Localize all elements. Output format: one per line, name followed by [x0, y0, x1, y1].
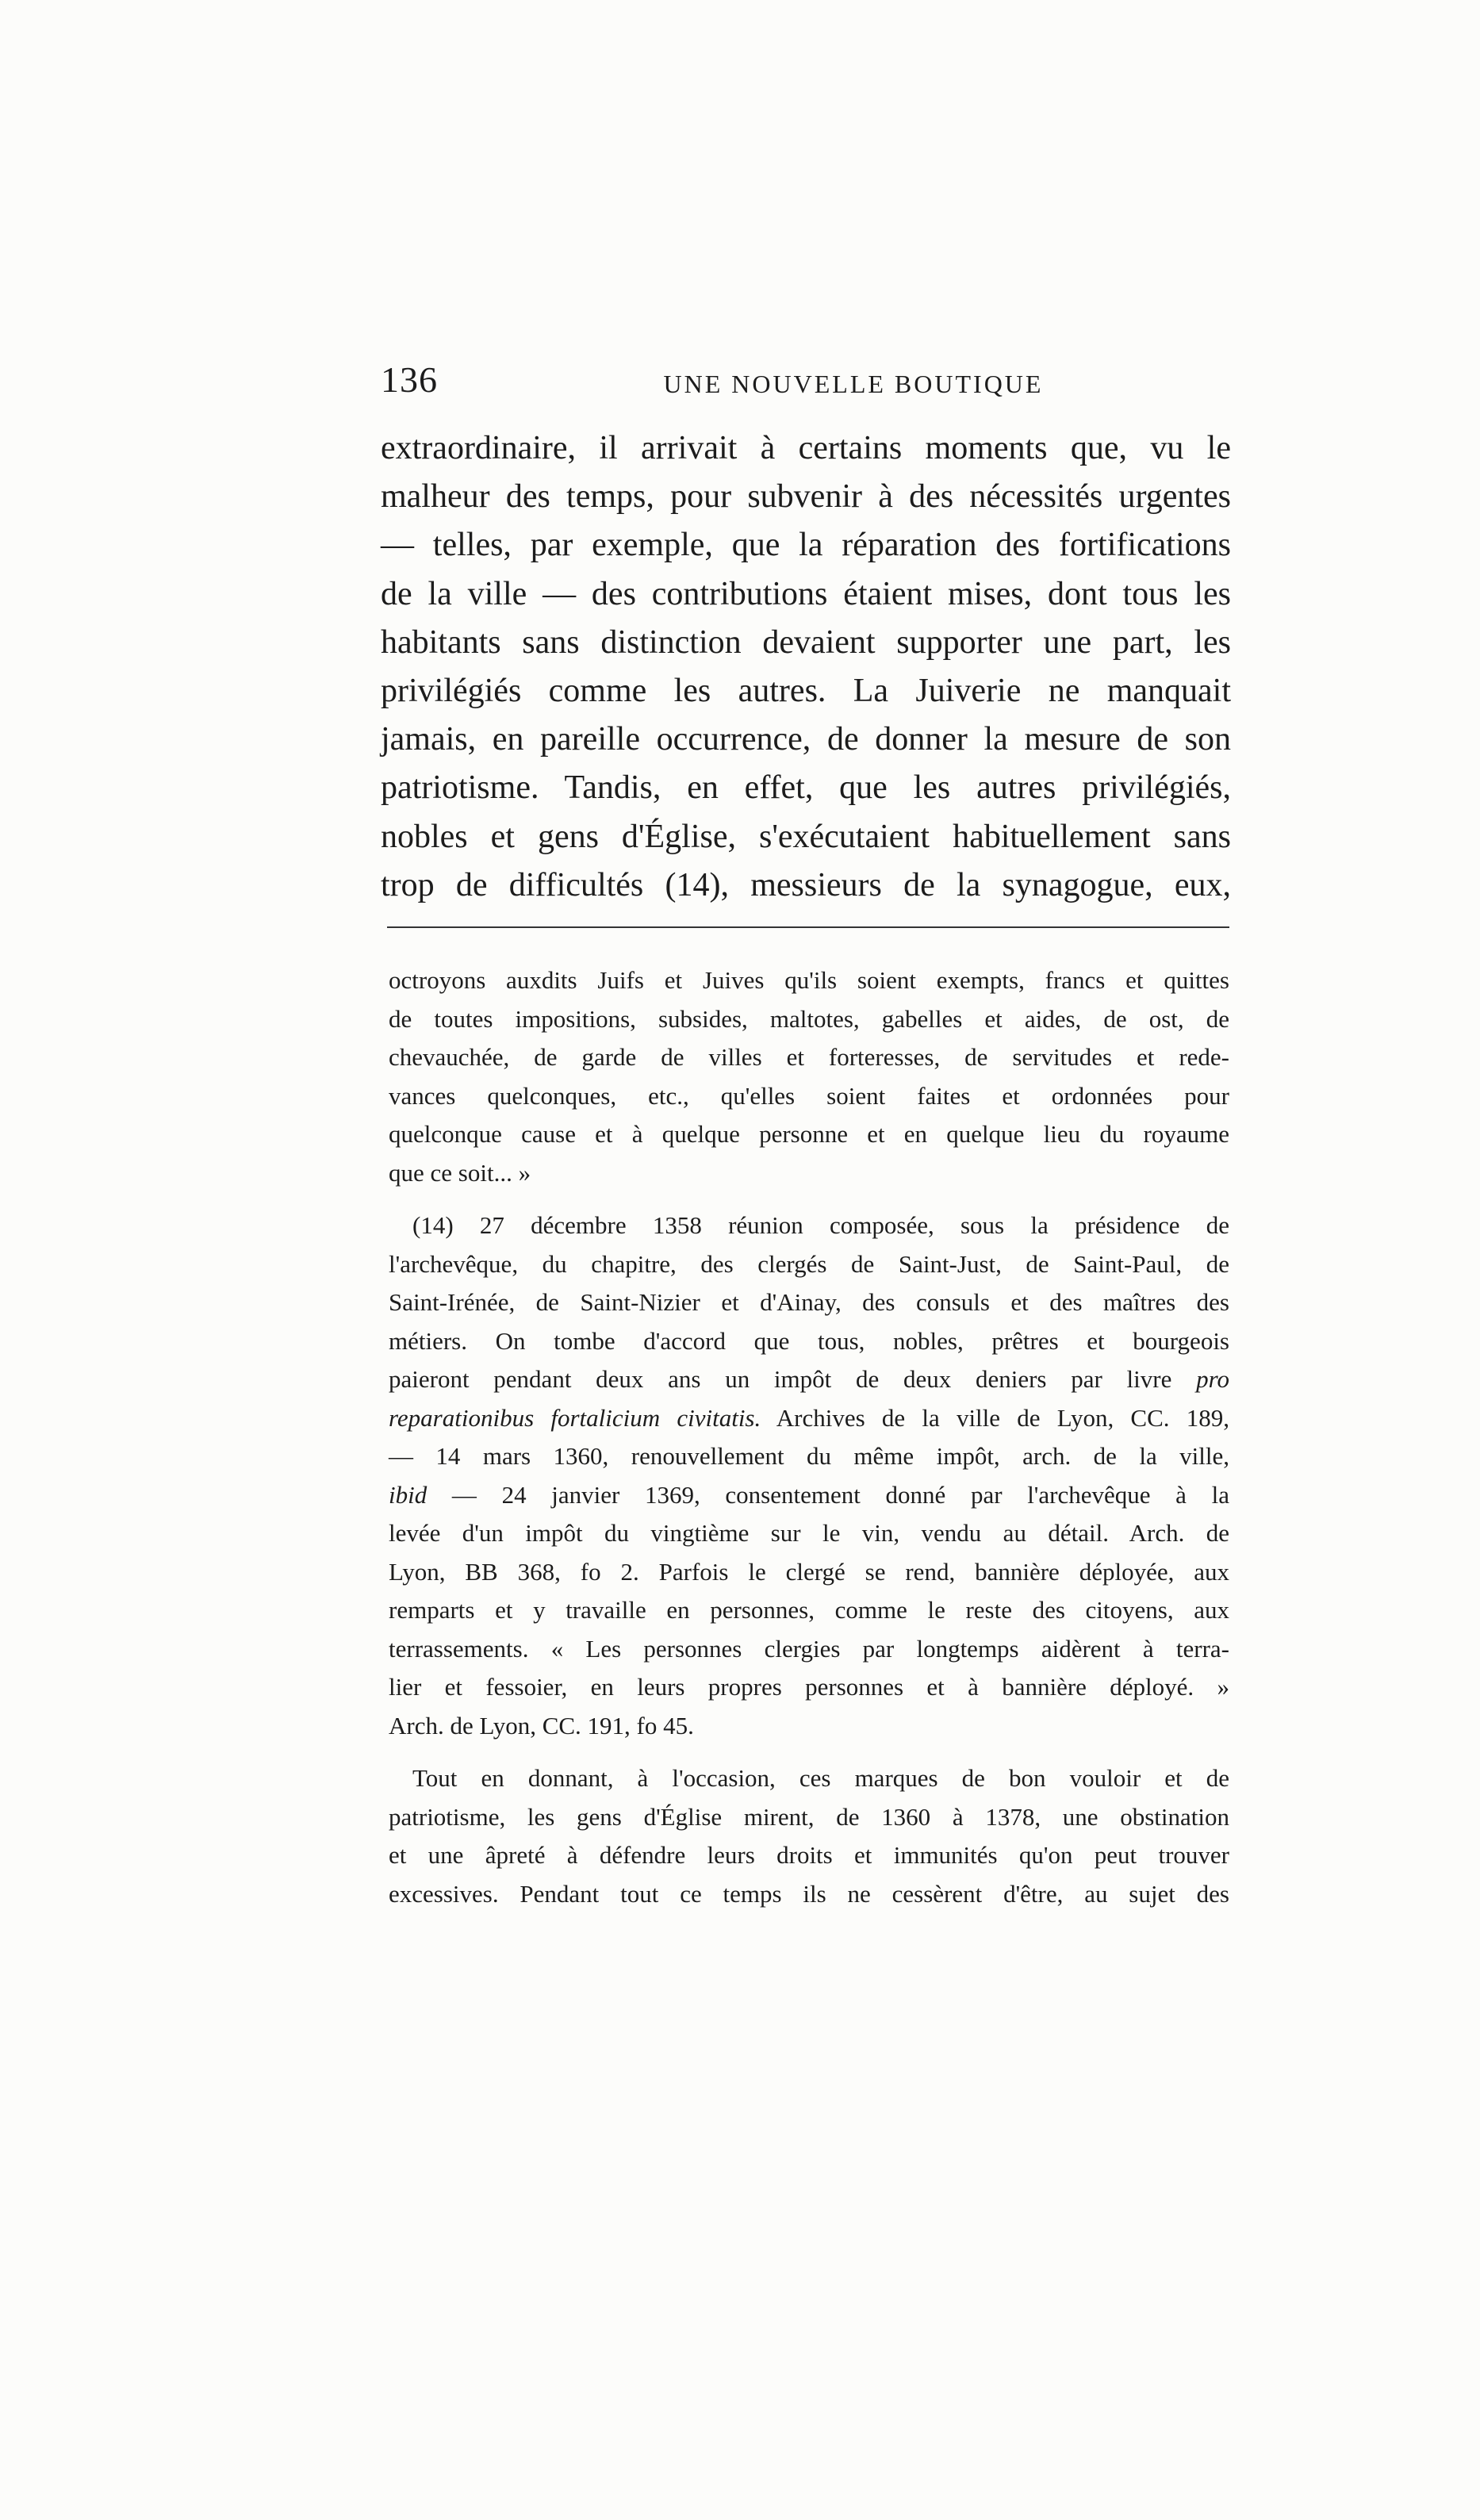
footnote-line: métiers. On tombe d'accord que tous, nobles, prêtres et bourgeois	[389, 1326, 1229, 1355]
footnote-line: lier et fessoier, en leurs propres personnes et à bannière déployé. »	[389, 1673, 1229, 1701]
footnote-line	[389, 1476, 1229, 1515]
main-text-line: de la ville — des contributions étaient mises, dont tous les	[381, 575, 1231, 612]
footnotes-block	[389, 961, 1229, 1913]
main-text-line: trop de difficultés (14), messieurs de la synagogue, eux,	[381, 866, 1231, 903]
footnote-line: quelconque cause et à quelque personne et en quelque lieu du royaume	[389, 1120, 1229, 1148]
footnote-line	[389, 1399, 1229, 1438]
main-text-line: jamais, en pareille occurrence, de donner la mesure de son	[381, 721, 1231, 758]
footnote-line-text: — 24 janvier 1369, consentement donné par l'archevêque à la	[451, 1480, 1229, 1509]
footnote-continuation	[389, 961, 1229, 1192]
footnote-line: que ce soit... »	[389, 1158, 531, 1187]
page-number: 136	[381, 359, 438, 400]
footnote-line: remparts et y travaille en personnes, comme le reste des citoyens, aux	[389, 1596, 1229, 1624]
main-text-line: nobles et gens d'Église, s'exécutaient habituellement sans	[381, 818, 1231, 855]
footnote-line: Arch. de Lyon, CC. 191, fo 45.	[389, 1711, 694, 1739]
footnote-line: chevauchée, de garde de villes et forteresses, de servitudes et rede-	[389, 1043, 1229, 1071]
footnote-line: Tout en donnant, à l'occasion, ces marques de bon vouloir et de	[412, 1764, 1229, 1792]
footnote-line: terrassements. « Les personnes clergies par longtemps aidèrent à terra-	[389, 1634, 1229, 1663]
italic-pro: pro	[1196, 1365, 1229, 1393]
footnote-line: levée d'un impôt du vingtième sur le vin, vendu au détail. Arch. de	[389, 1519, 1229, 1547]
footnote-line: (14) 27 décembre 1358 réunion composée, sous la présidence de	[412, 1211, 1229, 1239]
page-header	[381, 359, 1231, 414]
main-text-line: privilégiés comme les autres. La Juiverie ne manquait	[381, 673, 1231, 710]
footnote-line	[389, 1360, 1229, 1399]
footnote-line: patriotisme, les gens d'Église mirent, de 1360 à 1378, une obstination	[389, 1802, 1229, 1831]
italic-latin-phrase: reparationibus fortalicium civitatis.	[389, 1403, 761, 1432]
footnote-separator-rule	[387, 926, 1229, 928]
footnote-line: — 14 mars 1360, renouvellement du même impôt, arch. de la ville,	[389, 1442, 1229, 1470]
main-text-line: malheur des temps, pour subvenir à des nécessités urgentes	[381, 478, 1231, 516]
main-text-line: extraordinaire, il arrivait à certains moments que, vu le	[381, 430, 1231, 466]
footnote-line: et une âpreté à défendre leurs droits et immunités qu'on peut trouver	[389, 1841, 1229, 1869]
footnote-line-text: paieront pendant deux ans un impôt de deux deniers par livre	[389, 1365, 1172, 1393]
main-text-line: — telles, par exemple, que la réparation des fortifications	[381, 527, 1231, 564]
footnote-line: vances quelconques, etc., qu'elles soient faites et ordonnées pour	[389, 1081, 1229, 1110]
footnote-line: octroyons auxdits Juifs et Juives qu'ils soient exempts, francs et quittes	[389, 966, 1229, 994]
running-title: UNE NOUVELLE BOUTIQUE	[663, 370, 1044, 398]
footnote-line: l'archevêque, du chapitre, des clergés de Saint-Just, de Saint-Paul, de	[389, 1249, 1229, 1278]
main-text-line: habitants sans distinction devaient supporter une part, les	[381, 623, 1231, 661]
footnote-line: de toutes impositions, subsides, maltotes, gabelles et aides, de ost, de	[389, 1004, 1229, 1033]
footnote-line: excessives. Pendant tout ce temps ils ne cessèrent d'être, au sujet des	[389, 1879, 1229, 1908]
footnote-final-paragraph	[389, 1759, 1229, 1913]
main-text-block	[381, 424, 1231, 910]
main-text-line: patriotisme. Tandis, en effet, que les autres privilégiés,	[381, 769, 1231, 807]
footnote-line: Lyon, BB 368, fo 2. Parfois le clergé se rend, bannière déployée, aux	[389, 1557, 1229, 1586]
footnote-line: Saint-Irénée, de Saint-Nizier et d'Ainay, des consuls et des maîtres des	[389, 1288, 1229, 1316]
italic-ibid: ibid	[389, 1480, 428, 1509]
footnote-line-text: Archives de la ville de Lyon, CC. 189,	[761, 1403, 1230, 1432]
footnote-14	[389, 1206, 1229, 1745]
